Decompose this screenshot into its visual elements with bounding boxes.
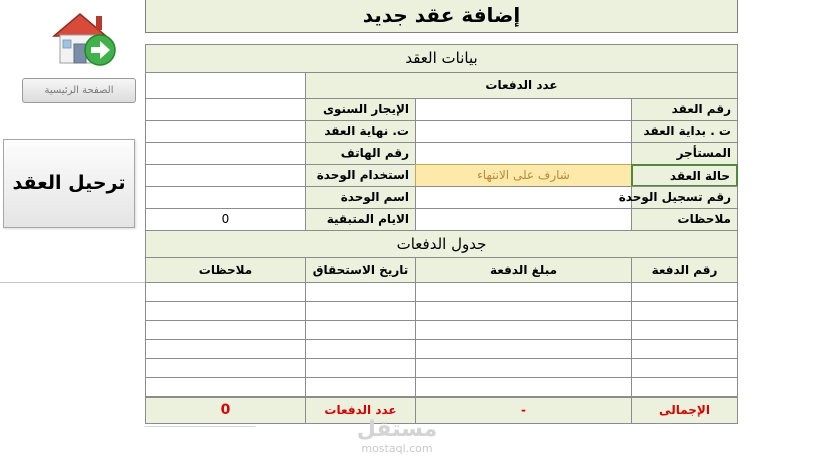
tenant-label: المستأجر (631, 142, 738, 165)
total-label: الإجمالى (631, 397, 738, 424)
payments-table-header: جدول الدفعات (145, 230, 738, 258)
unit-name-input[interactable] (145, 186, 306, 209)
annual-rent-input[interactable] (145, 98, 306, 121)
col-payment-amount: مبلغ الدفعة (415, 257, 632, 283)
col-due-date: تاريخ الاستحقاق (305, 257, 416, 283)
watermark (332, 418, 462, 458)
payment-number-cell[interactable] (631, 358, 738, 378)
unit-usage-label: استخدام الوحدة (305, 164, 416, 187)
payment-notes-cell[interactable] (145, 358, 306, 378)
contract-data-header: بيانات العقد (145, 44, 738, 73)
payment-notes-cell[interactable] (145, 301, 306, 321)
total-count-value: 0 (145, 397, 306, 424)
unit-registration-input[interactable] (415, 186, 632, 209)
payment-amount-cell[interactable] (415, 301, 632, 321)
payment-notes-cell[interactable] (145, 339, 306, 359)
payment-amount-cell[interactable] (415, 320, 632, 340)
contract-end-date-label: ت. نهاية العقد (305, 120, 416, 143)
payment-number-cell[interactable] (631, 377, 738, 397)
payments-count-header: عدد الدفعات (305, 72, 738, 99)
notes-label: ملاحظات (631, 208, 738, 231)
unit-name-label: اسم الوحدة (305, 186, 416, 209)
notes-input[interactable] (415, 208, 632, 231)
contract-start-date-label: ت . بداية العقد (631, 120, 738, 143)
watermark-logo: مستقل (356, 417, 438, 442)
home-button[interactable]: الصفحة الرئيسية (22, 78, 136, 103)
watermark-site: mostaql.com (361, 442, 433, 455)
home-icon[interactable] (44, 6, 122, 70)
payment-number-cell[interactable] (631, 282, 738, 302)
payment-notes-cell[interactable] (145, 377, 306, 397)
remaining-days-value: 0 (145, 208, 306, 231)
payment-due-date-cell[interactable] (305, 320, 416, 340)
unit-usage-input[interactable] (145, 164, 306, 187)
col-notes: ملاحظات (145, 257, 306, 283)
remaining-days-label: الايام المتبقية (305, 208, 416, 231)
payment-due-date-cell[interactable] (305, 358, 416, 378)
page-title: إضافة عقد جديد (145, 0, 738, 33)
payment-amount-cell[interactable] (415, 282, 632, 302)
annual-rent-label: الإيجار السنوى (305, 98, 416, 121)
payment-due-date-cell[interactable] (305, 301, 416, 321)
payment-number-cell[interactable] (631, 301, 738, 321)
unit-registration-label: رقم تسجيل الوحدة (631, 186, 738, 209)
payment-amount-cell[interactable] (415, 339, 632, 359)
phone-number-label: رقم الهاتف (305, 142, 416, 165)
payment-amount-cell[interactable] (415, 358, 632, 378)
total-amount-value: - (415, 397, 632, 424)
payment-due-date-cell[interactable] (305, 282, 416, 302)
contract-start-date-input[interactable] (415, 120, 632, 143)
payment-due-date-cell[interactable] (305, 377, 416, 397)
contract-status-value[interactable]: شارف على الانتهاء (415, 164, 632, 187)
tenant-input[interactable] (415, 142, 632, 165)
contract-end-date-input[interactable] (145, 120, 306, 143)
payment-notes-cell[interactable] (145, 320, 306, 340)
payment-notes-cell[interactable] (145, 282, 306, 302)
blank-cell[interactable] (145, 72, 306, 99)
transfer-contract-button[interactable]: ترحيل العقد (3, 139, 135, 228)
payment-due-date-cell[interactable] (305, 339, 416, 359)
contract-sheet (145, 44, 738, 424)
payment-amount-cell[interactable] (415, 377, 632, 397)
payment-number-cell[interactable] (631, 339, 738, 359)
contract-number-label: رقم العقد (631, 98, 738, 121)
col-payment-number: رقم الدفعة (631, 257, 738, 283)
phone-number-input[interactable] (145, 142, 306, 165)
contract-number-input[interactable] (415, 98, 632, 121)
bottom-divider (145, 426, 255, 427)
contract-status-label: حالة العقد (631, 164, 738, 187)
payment-number-cell[interactable] (631, 320, 738, 340)
left-divider (0, 282, 145, 283)
total-count-label: عدد الدفعات (305, 397, 416, 424)
